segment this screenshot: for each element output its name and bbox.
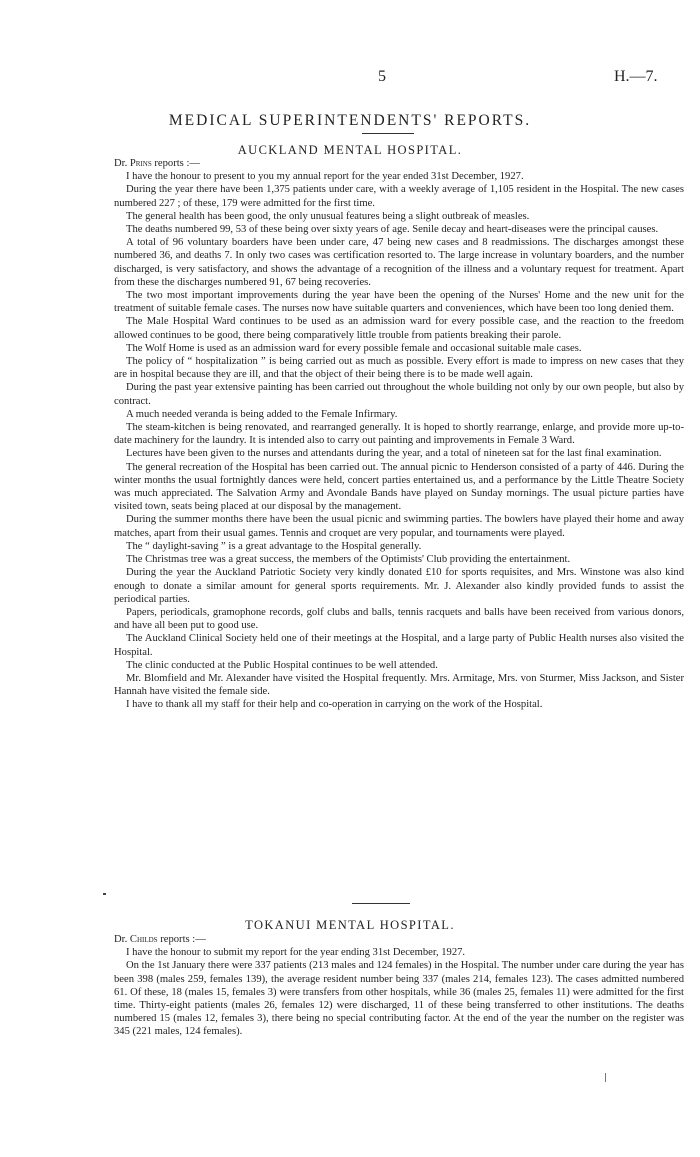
tokanui-reporter-line: Dr. Childs reports :—: [114, 934, 206, 945]
auckland-section-title: AUCKLAND MENTAL HOSPITAL.: [237, 143, 463, 157]
document-reference: H.—7.: [614, 68, 658, 85]
report-paragraph: The “ daylight-saving ” is a great advantage to the Hospital generally.: [126, 540, 422, 552]
report-paragraph: During the past year extensive painting has been carried out throughout the whole building not only by our own people, but also by contract.: [114, 382, 684, 407]
report-paragraph: The Wolf Home is used as an admission ward for every possible female and occasional suitable male cases.: [126, 342, 582, 354]
report-paragraph: I have the honour to submit my report for the year ending 31st December, 1927.: [126, 947, 466, 959]
report-paragraph: Papers, periodicals, gramophone records, golf clubs and balls, tennis racquets and balls have been received from various donors, and have all been put to good use.: [114, 606, 684, 632]
tokanui-section-title: TOKANUI MENTAL HOSPITAL.: [245, 918, 455, 932]
report-paragraph: During the summer months there have been the usual picnic and swimming parties. The bowlers have played their home and away matches, apart from their usual games. Tennis and croquet are very popular, and tournaments were played.: [114, 514, 684, 539]
report-paragraph: The two most important improvements during the year have been the opening of the Nurses' Home and the new unit for the treatment of suitable female cases. The nurses now have suitable quarters and conveniences, which have been too long denied them.: [114, 290, 684, 315]
report-paragraph: I have the honour to present to you my annual report for the year ended 31st December, 1927.: [126, 171, 524, 183]
report-paragraph: During the year there have been 1,375 patients under care, with a weekly average of 1,105 resident in the Hospital. The new cases numbered 227 ; of these, 179 were admitted for the first time.: [114, 184, 684, 209]
report-paragraph: A much needed veranda is being added to the Female Infirmary.: [126, 408, 398, 420]
report-paragraph: The clinic conducted at the Public Hospital continues to be well attended.: [126, 659, 438, 671]
report-paragraph: Lectures have been given to the nurses and attendants during the year, and a total of nineteen sat for the last final examination.: [126, 448, 662, 460]
report-paragraph: A total of 96 voluntary boarders have been under care, 47 being new cases and 8 readmissions. The discharges amongst these numbered 36, and deaths 7. In only two cases was certification resorted to. The large increase in voluntary boarders, and the number discharged, is very satisfactory, and shows the advantage of a recognition of the illness and a voluntary request for treatment. Apart from these the discharges numbered 91, 67 being recoveries.: [114, 237, 684, 288]
main-title: MEDICAL SUPERINTENDENTS' REPORTS.: [168, 112, 532, 129]
page-number: 5: [378, 68, 386, 85]
section-divider: [352, 903, 410, 904]
auckland-reporter-line: Dr. Prins reports :—: [114, 158, 200, 169]
report-paragraph: Mr. Blomfield and Mr. Alexander have visited the Hospital frequently. Mrs. Armitage, Mrs. von Sturmer, Miss Jackson, and Sister Hannah have visited the female side.: [114, 672, 684, 698]
title-divider: [362, 133, 414, 134]
report-paragraph: The general recreation of the Hospital has been carried out. The annual picnic to Henderson consisted of a party of 446. During the winter months the usual fortnightly dances were held, concert parties entertained us, and a performance by the Little Theatre Society was much appreciated. The Salvation Army and Avondale Bands have played on Sunday mornings. The usual picture parties have visited town, seats being placed at our disposal by the management.: [114, 461, 684, 513]
report-paragraph: The deaths numbered 99, 53 of these being over sixty years of age. Senile decay and heart-diseases were the principal causes.: [126, 224, 659, 236]
auckland-report-body: [114, 157, 684, 712]
report-paragraph: During the year the Auckland Patriotic Society very kindly donated £10 for sports requisites, and Mrs. Winstone was also kind enough to donate a similar amount for general sports requirements. Mr. J. Alexander also kindly provided funds to assist the periodical parties.: [114, 567, 684, 605]
auckland-reporter-name: Prins: [129, 158, 152, 169]
report-paragraph: The Auckland Clinical Society held one of their meetings at the Hospital, and a large party of Public Health nurses also visited the Hospital.: [114, 633, 684, 658]
tokanui-report-body: [114, 933, 684, 1039]
tokanui-reporter-name: Childs: [129, 934, 158, 945]
report-paragraph: The steam-kitchen is being renovated, and rearranged generally. It is hoped to shortly rearrange, enlarge, and provide more up-to-date machinery for the laundry. It is intended also to carry out painting and improvements in Female 3 Ward.: [114, 422, 684, 447]
report-paragraph: I have to thank all my staff for their help and co-operation in carrying on the work of the Hospital.: [126, 699, 543, 711]
margin-tick: [103, 893, 106, 895]
report-paragraph: On the 1st January there were 337 patients (213 males and 124 females) in the Hospital. The number under care during the year has been 398 (males 259, females 139), the average resident number being 337 (males 214, females 123). The cases admitted numbered 61. Of these, 18 (males 15, females 3) were transfers from other hospitals, while 36 (males 25, females 11) were admitted for the first time. Thirty-eight patients (males 26, females 12) were discharged, 11 of these being transferred to other institutions. The deaths numbered 15 (males 12, females 3), there being no special contributing factor. At the end of the year the number on the register was 345 (221 males, 124 females).: [114, 960, 684, 1038]
report-paragraph: The Christmas tree was a great success, the members of the Optimists' Club providing the entertainment.: [126, 554, 571, 566]
scan-mark: [605, 1073, 606, 1082]
report-paragraph: The policy of “ hospitalization ” is being carried out as much as possible. Every effort is made to impress on new cases that they are in hospital because they are ill, and that the object of their being there is to be made well again.: [114, 356, 684, 381]
report-paragraph: The general health has been good, the only unusual features being a slight outbreak of measles.: [126, 210, 530, 222]
report-paragraph: The Male Hospital Ward continues to be used as an admission ward for every possible case, and the reaction to the freedom allowed continues to be good, there being comparatively little trouble from patients breaking their parole.: [114, 316, 684, 341]
